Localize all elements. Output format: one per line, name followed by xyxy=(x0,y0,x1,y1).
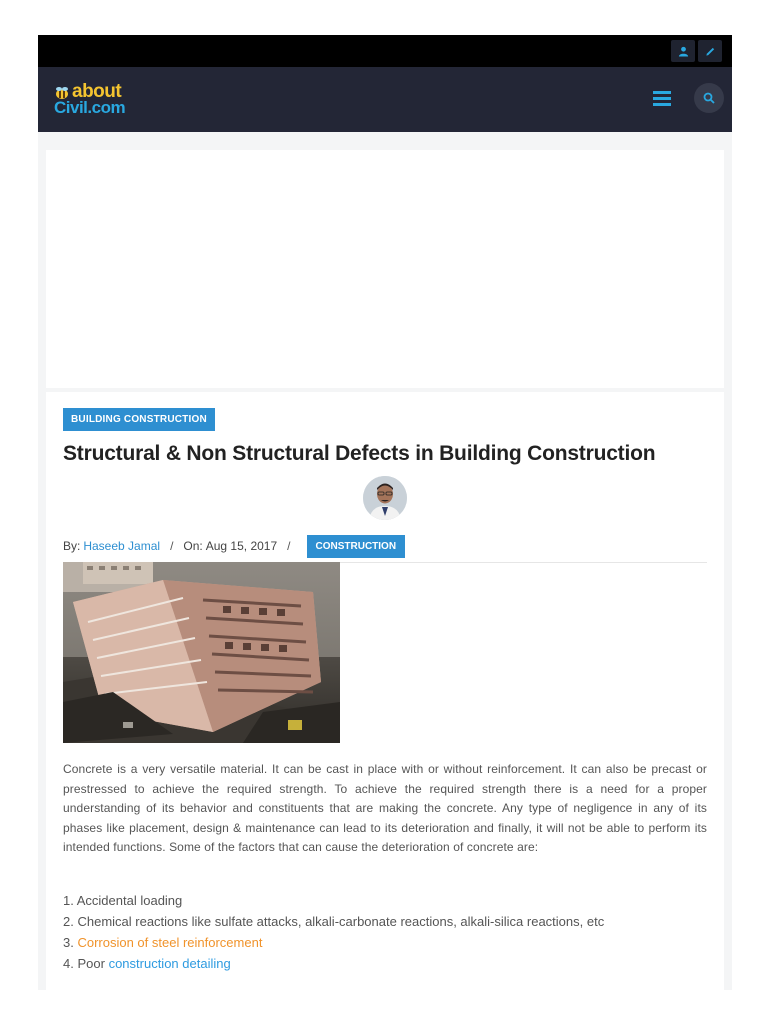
article-meta xyxy=(63,534,707,558)
logo-text-top: about xyxy=(72,81,122,102)
list-item xyxy=(63,911,707,932)
write-button[interactable] xyxy=(698,40,722,62)
site-header xyxy=(38,67,732,132)
pencil-icon xyxy=(705,46,716,57)
list-text: Chemical reactions like sulfate attacks, alkali-carbonate reactions, alkali-silica reactions, etc xyxy=(77,914,605,929)
deterioration-factors-list xyxy=(63,890,707,974)
collapsed-building-image xyxy=(63,562,340,743)
user-button[interactable] xyxy=(671,40,695,62)
by-label: By: xyxy=(63,539,81,553)
meta-separator-2: / xyxy=(287,539,291,553)
hamburger-icon xyxy=(651,87,673,109)
author-link[interactable]: Haseeb Jamal xyxy=(83,539,161,553)
list-item xyxy=(63,953,707,974)
menu-button[interactable] xyxy=(651,87,673,109)
tag-badge[interactable]: CONSTRUCTION xyxy=(307,535,406,558)
article-paragraph: Concrete is a very versatile material. It can be cast in place with or without reinforcement. It can also be precast or prestressed to achieve the required strength. To achieve the required strength there is a need for a proper understanding of its behavior and constituents that are making the concrete. Any type of negligence in any of its phases like placement, design & maintenance can lead to its deterioration and finally, it will not be able to perform its intended functions. Some of the factors that can cause the deterioration of concrete are: xyxy=(63,762,707,854)
meta-separator: / xyxy=(170,539,174,553)
site-logo[interactable] xyxy=(54,83,144,119)
avatar-image xyxy=(363,476,407,520)
list-number: 3. xyxy=(63,935,74,950)
logo-text-bottom: Civil.com xyxy=(54,98,126,117)
article-title: Structural & Non Structural Defects in Building Construction xyxy=(63,442,656,465)
construction-detailing-link[interactable]: construction detailing xyxy=(108,956,231,971)
list-text: Poor xyxy=(77,956,105,971)
list-number: 1. xyxy=(63,893,74,908)
category-badge[interactable]: BUILDING CONSTRUCTION xyxy=(63,408,215,431)
search-icon xyxy=(703,92,715,104)
top-bar xyxy=(38,35,732,67)
list-item xyxy=(63,932,707,953)
list-number: 4. xyxy=(63,956,74,971)
list-number: 2. xyxy=(63,914,74,929)
user-icon xyxy=(678,46,689,57)
list-text: Accidental loading xyxy=(76,893,183,908)
article-card xyxy=(46,392,724,990)
post-date: Aug 15, 2017 xyxy=(205,539,278,553)
article-image[interactable] xyxy=(63,562,340,743)
date-label: On: xyxy=(183,539,203,553)
corrosion-link[interactable]: Corrosion of steel reinforcement xyxy=(77,935,263,950)
search-button[interactable] xyxy=(694,83,724,113)
page-container xyxy=(38,35,732,990)
list-item xyxy=(63,890,707,911)
author-avatar[interactable] xyxy=(363,476,407,520)
ad-placeholder xyxy=(46,150,724,388)
